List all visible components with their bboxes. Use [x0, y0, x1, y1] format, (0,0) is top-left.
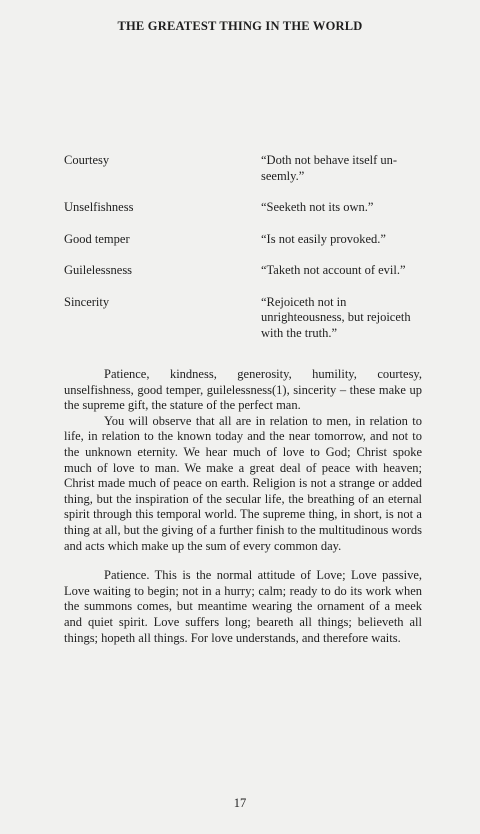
- trait-name: Unselfishness: [64, 200, 134, 214]
- body-paragraph: You will observe that all are in relation to men, in relation to life, in relation to the known today and the near tomorrow, and not to the unknown eternity. We hear much of love to God; Christ spoke much of love to man. We make a great deal of peace with heaven; Christ made much of peace on earth. Religion is not a strange or added thing, but the inspiration of the secular life, the breathing of an eternal spirit through this temporal world. The supreme thing, in short, is not a thing at all, but the giving of a further finish to the multitudinous words and acts which make up the sum of every common day.: [64, 413, 422, 553]
- trait-name: Courtesy: [64, 153, 110, 167]
- page-number: 17: [233, 796, 247, 810]
- trait-row: [64, 200, 424, 216]
- trait-row: [64, 295, 424, 342]
- body-text: [64, 367, 422, 646]
- trait-quote: “Doth not behave itself un-seemly.”: [261, 153, 398, 183]
- body-paragraph: Patience, kindness, generosity, humility, courtesy, unselfishness, good temper, guilelessness(1), sincerity – these make up the supreme gift, the stature of the perfect man.: [64, 367, 422, 413]
- trait-list: [64, 153, 424, 357]
- trait-quote: “Rejoiceth not in unrighteousness, but rejoiceth with the truth.”: [261, 294, 411, 340]
- trait-quote: “Taketh not account of evil.”: [261, 263, 406, 277]
- trait-name: Guilelessness: [64, 263, 133, 277]
- trait-name: Sincerity: [64, 294, 110, 309]
- trait-quote: “Seeketh not its own.”: [261, 200, 374, 214]
- trait-row: [64, 263, 424, 279]
- body-paragraph: Patience. This is the normal attitude of Love; Love passive, Love waiting to begin; not in a hurry; calm; ready to do its work when the summons comes, but meantime wearing the ornament of a meek and quiet spirit. Love suffers long; beareth all things; believeth all things; hopeth all things. For love understands, and therefore waits.: [64, 568, 422, 645]
- trait-row: [64, 153, 424, 184]
- page-header-title: THE GREATEST THING IN THE WORLD: [117, 19, 363, 33]
- trait-row: [64, 232, 424, 248]
- trait-quote: “Is not easily provoked.”: [261, 231, 386, 246]
- trait-name: Good temper: [64, 231, 130, 246]
